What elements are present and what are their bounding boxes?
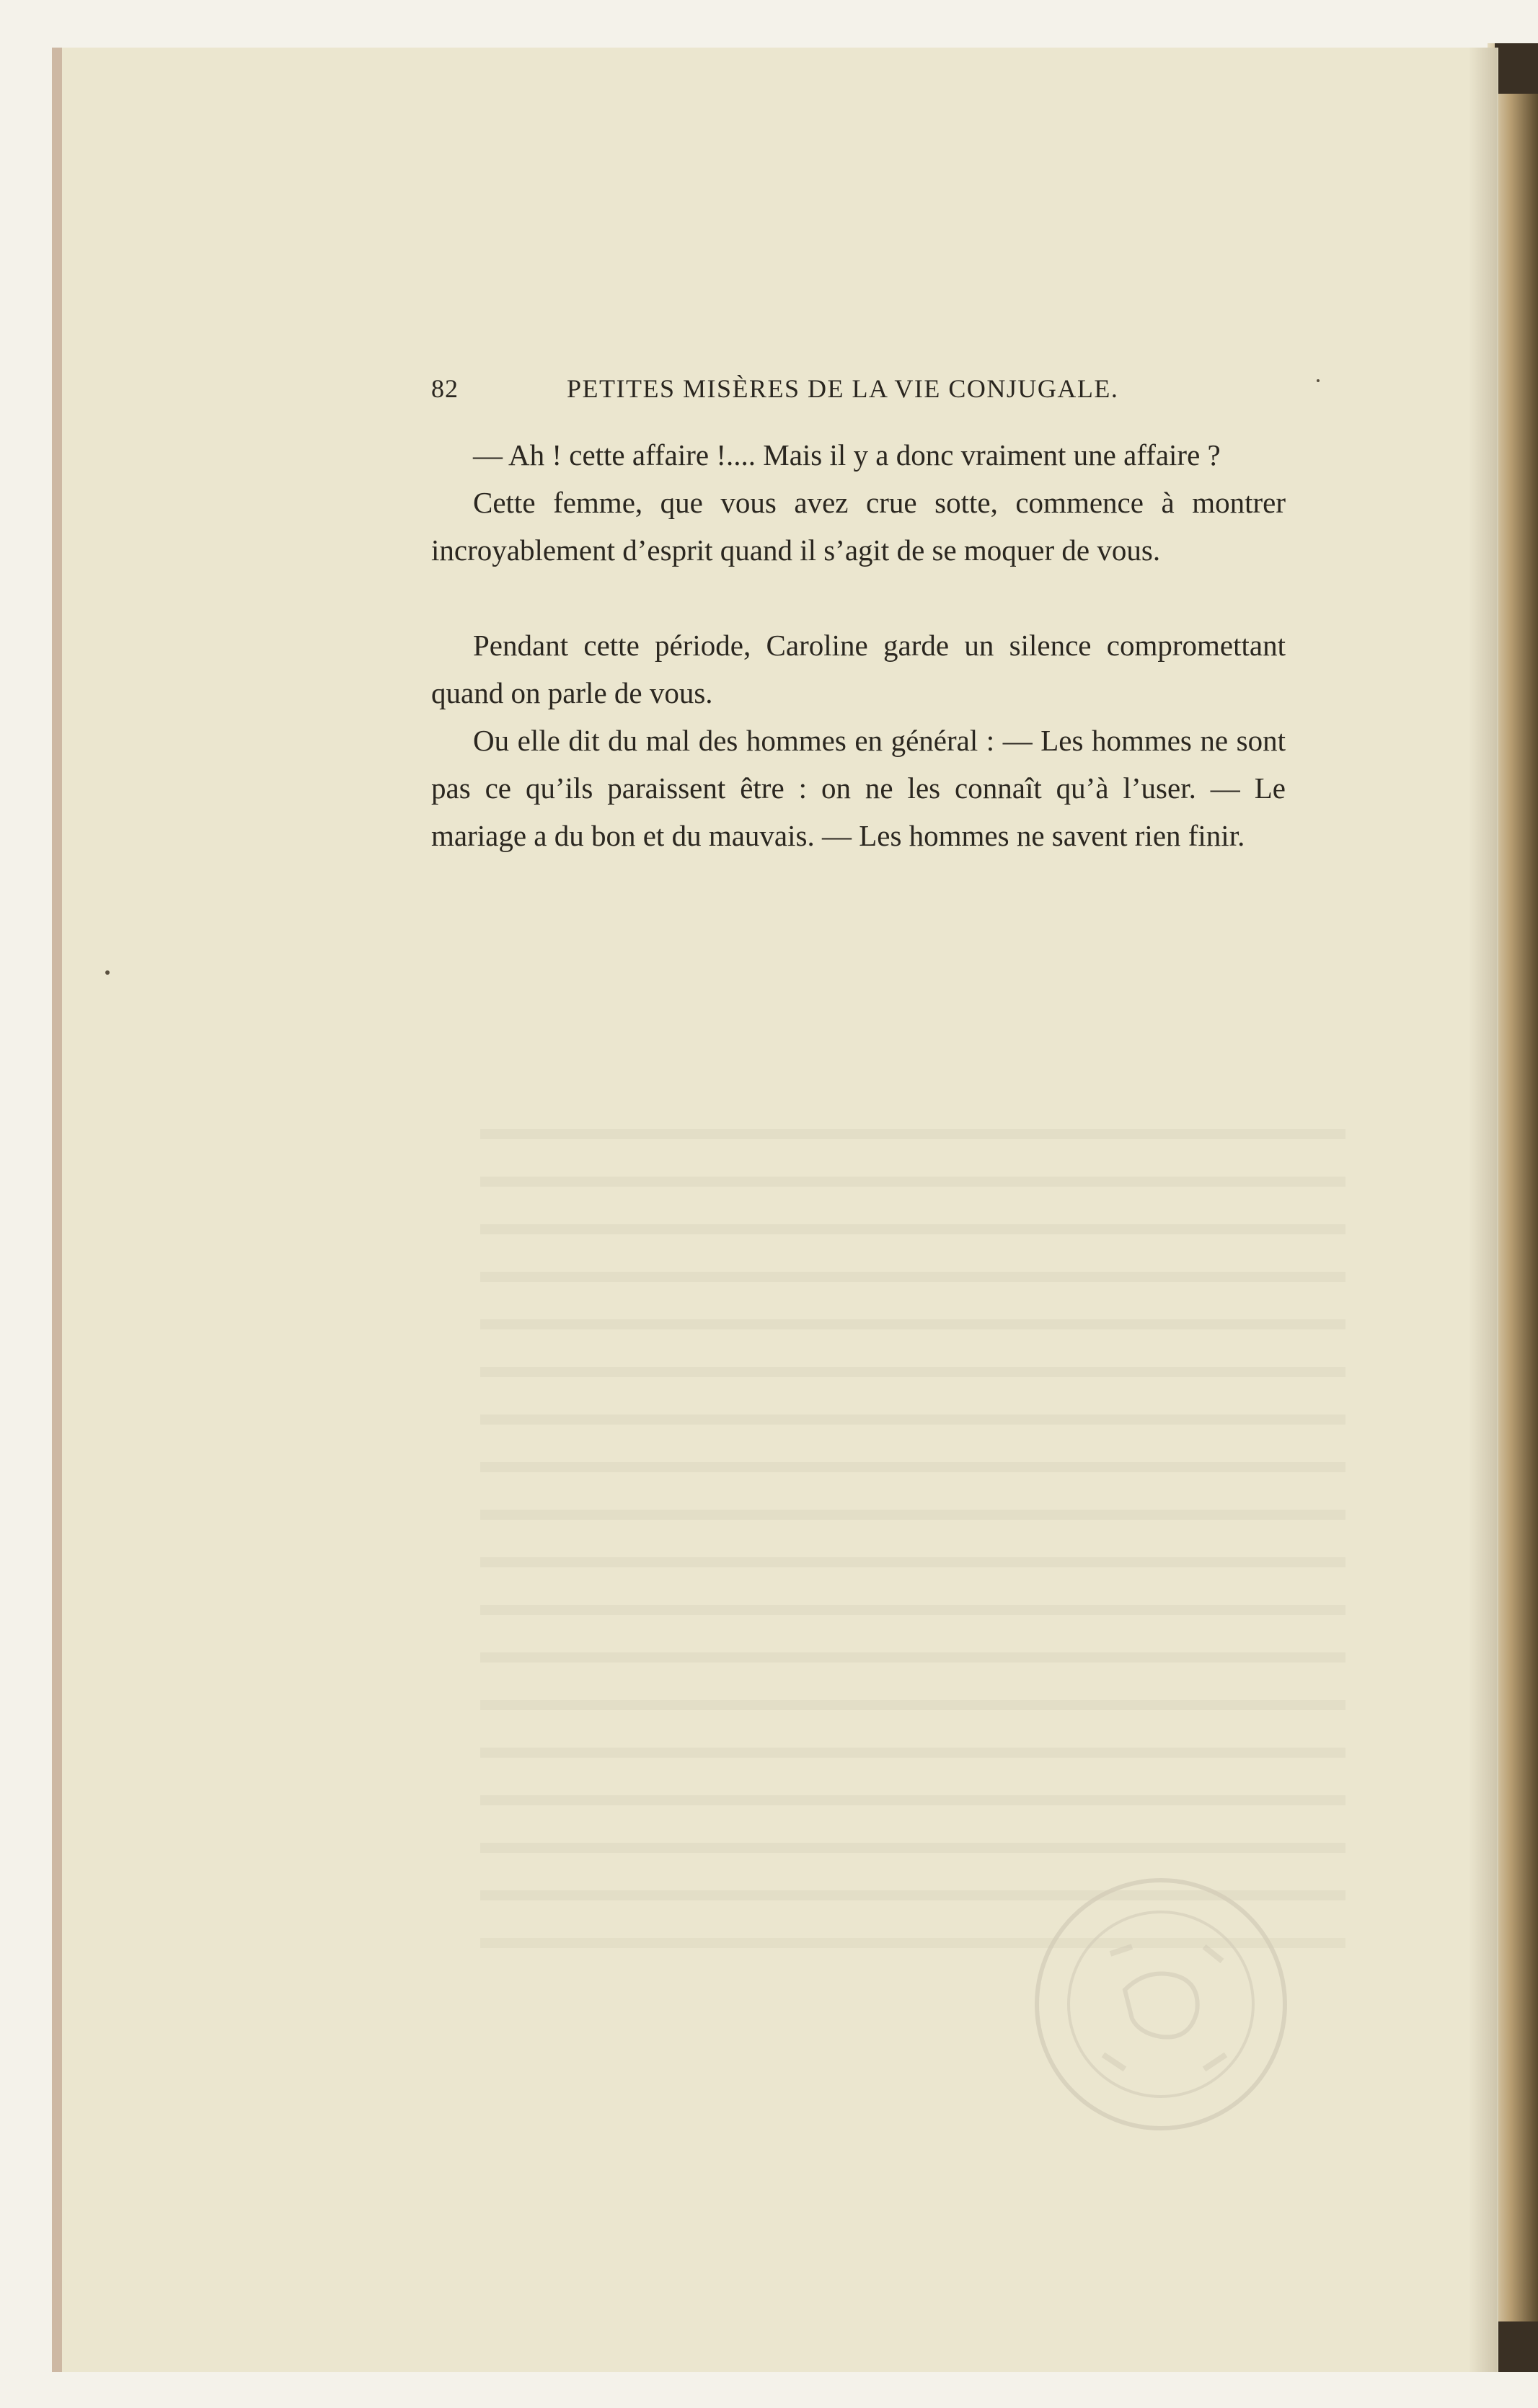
ink-speck [1317,379,1320,382]
running-title: PETITES MISÈRES DE LA VIE CONJUGALE. [567,374,1119,403]
show-through-text [480,1129,1345,1994]
library-stamp-icon [1024,1867,1298,2141]
paragraph: — Ah ! cette affaire !.... Mais il y a donc vraiment une affaire ? [473,438,1221,472]
paragraph: Ou elle dit du mal des hommes en général : — Les hommes ne sont pas ce qu’ils paraissent être : on ne les connaît qu’à l’user. — Le mariage a du bon et du mauvais. — Les hommes ne savent rien finir. [431,724,1286,852]
paragraph: Pendant cette période, Caroline garde un silence compromettant quand on parle de vous. [431,629,1286,709]
ink-speck [105,970,110,975]
page-header [431,373,1253,411]
paragraph: Cette femme, que vous avez crue sotte, commence à montrer incroyablement d’esprit quand il s’agit de se moquer de vous. [431,486,1286,567]
page-number: 82 [431,374,459,403]
binding-cap-top [1495,43,1538,94]
binding-cap-bottom [1495,2321,1538,2372]
body-text [431,431,1286,859]
